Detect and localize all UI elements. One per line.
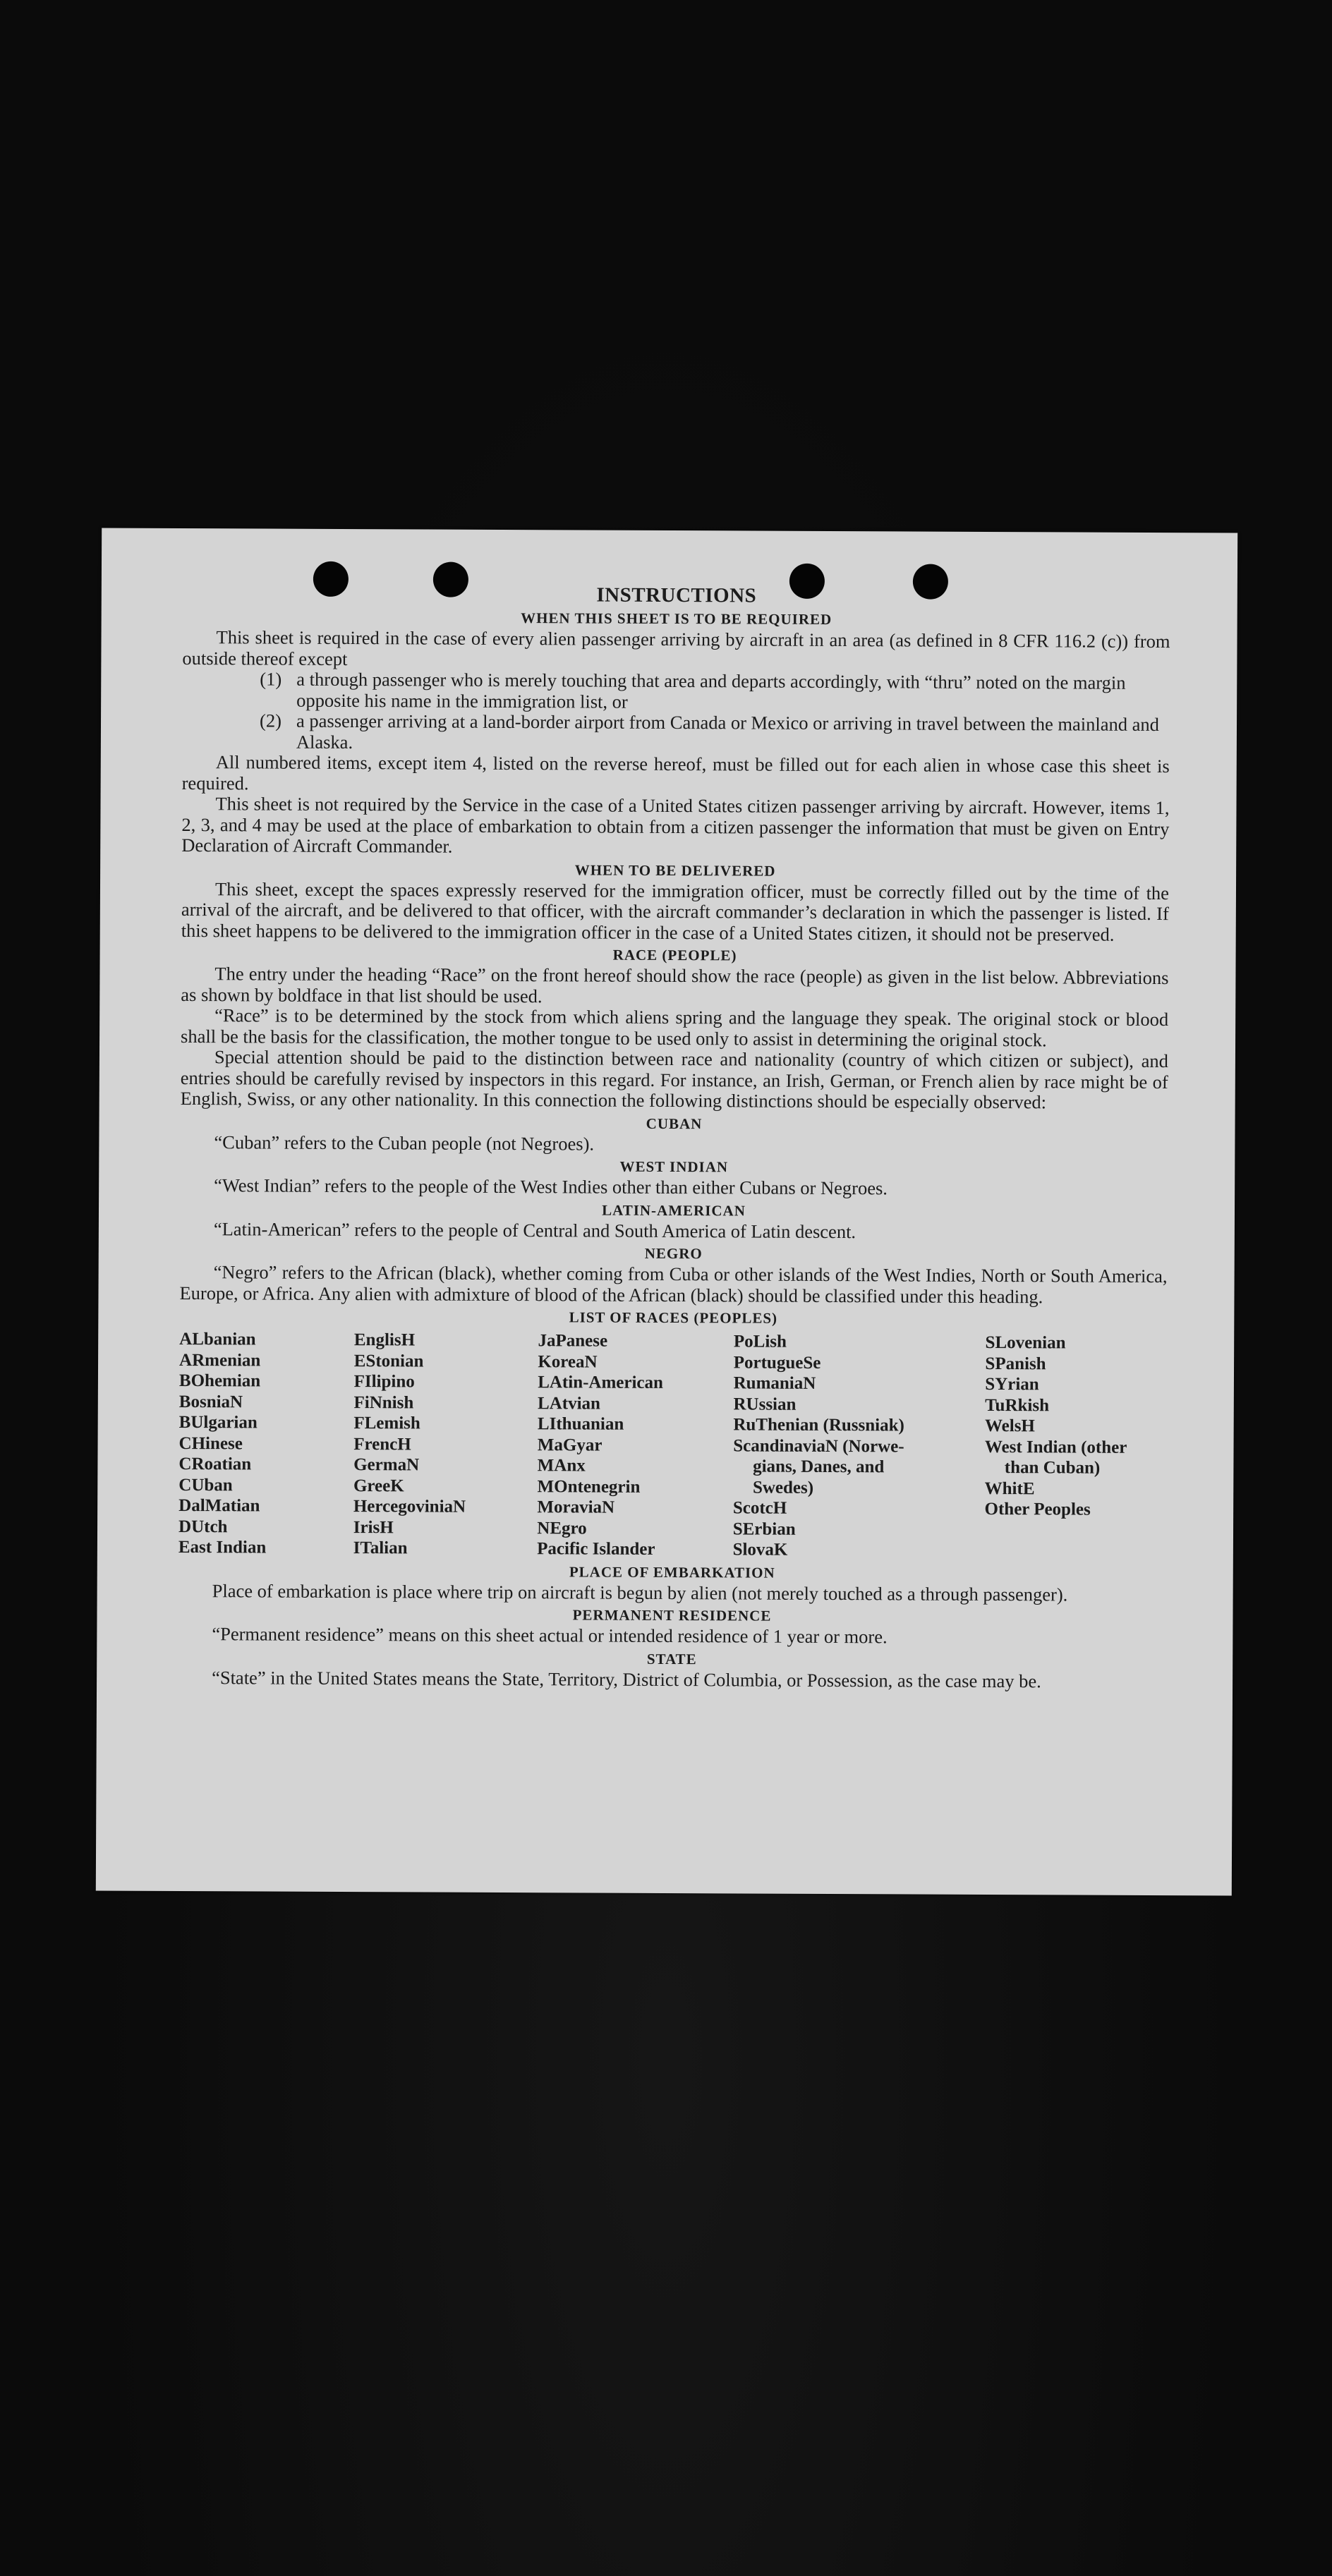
- paragraph: All numbered items, except item 4, listed on the reverse hereof, must be filled out for each alien in whose case this sheet is required.: [181, 751, 1170, 794]
- race-entry: PoLish: [733, 1332, 787, 1351]
- race-entry: MAnx: [537, 1456, 586, 1476]
- race-entry: GermaN: [353, 1455, 420, 1475]
- race-entry: RumaniaN: [733, 1373, 816, 1393]
- paragraph: “Permanent residence” means on this sheet actual or intended residence of 1 year or more.: [212, 1623, 888, 1648]
- race-entry: SPanish: [985, 1354, 1046, 1373]
- race-entry: LIthuanian: [537, 1414, 624, 1434]
- section-heading: RACE (PEOPLE): [612, 946, 737, 964]
- race-entry: DalMatian: [178, 1495, 260, 1516]
- race-entry: SYrian: [985, 1374, 1039, 1395]
- paragraph: “Latin-American” refers to the people of Central and South America of Latin descent.: [213, 1217, 856, 1242]
- race-entry: BUlgarian: [178, 1412, 258, 1433]
- race-entry: KoreaN: [538, 1351, 598, 1372]
- section-heading: PERMANENT RESIDENCE: [572, 1606, 772, 1624]
- races-list: [178, 1329, 1167, 1562]
- section-heading: NEGRO: [644, 1244, 703, 1263]
- race-entry: JaPanese: [538, 1331, 608, 1351]
- section-heading: LATIN-AMERICAN: [602, 1201, 746, 1219]
- race-entry: MoraviaN: [537, 1497, 615, 1517]
- races-column: [984, 1332, 1167, 1562]
- race-entry: GreeK: [353, 1476, 404, 1495]
- races-column: [537, 1330, 734, 1560]
- race-entry: SlovaK: [732, 1540, 788, 1560]
- race-entry: LAtin-American: [538, 1373, 664, 1392]
- list-item: [182, 669, 1170, 715]
- race-entry: PortugueSe: [733, 1352, 821, 1373]
- race-entry: Swedes): [752, 1478, 814, 1497]
- race-entry: ALbanian: [179, 1329, 256, 1349]
- race-entry: HercegoviniaN: [353, 1497, 466, 1517]
- item-text: a passenger arriving at a land-border airport from Canada or Mexico or arriving in travel between the mainland and Alaska.: [296, 710, 1160, 753]
- item-number: (2): [259, 710, 282, 731]
- race-entry: Other Peoples: [984, 1499, 1091, 1519]
- race-entry: RuThenian (Russniak): [733, 1415, 904, 1435]
- race-entry: FrencH: [353, 1434, 411, 1454]
- race-entry: West Indian (other: [984, 1437, 1127, 1457]
- section-heading: LIST OF RACES (PEOPLES): [569, 1308, 778, 1327]
- race-entry: Pacific Islander: [537, 1539, 655, 1559]
- races-column: [733, 1331, 986, 1561]
- races-column: [178, 1329, 354, 1559]
- section-heading: PLACE OF EMBARKATION: [569, 1562, 775, 1581]
- instruction-sheet: [96, 528, 1237, 1895]
- list-item: [182, 710, 1170, 756]
- page-title: INSTRUCTIONS: [596, 583, 757, 607]
- section-heading: CUBAN: [646, 1114, 703, 1132]
- paragraph: This sheet is not required by the Service in the case of a United States citizen passenger arriving by aircraft. However, items 1, 2, 3, and 4 may be used at the place of embarkation to obtain from a citizen passenger the information that must be given on Entry Declaration of Aircraft Commander.: [181, 793, 1170, 857]
- paragraph: “West Indian” refers to the people of the West Indies other than either Cubans or Negroes.: [214, 1174, 888, 1199]
- paragraph: This sheet, except the spaces expressly reserved for the immigration officer, must be correctly filled out by the time of the arrival of the aircraft, and be delivered to that officer, with the aircraft commander’s declaration in which the passenger is listed. If this sheet happens to be delivered to the immigration officer in the case of a United States citizen, it should not be preserved.: [181, 877, 1170, 945]
- paragraph: Place of embarkation is place where trip on aircraft is begun by alien (not merely touched as a through passenger).: [212, 1579, 1068, 1605]
- paragraph: Special attention should be paid to the distinction between race and nationality (country of which citizen or subject), and entries should be carefully revised by inspectors in this regard. For instance, an Irish, German, or French alien by race might be of English, Swiss, or any other nationality. In this connection the following distinctions should be especially observed:: [180, 1046, 1169, 1113]
- race-entry: East Indian: [178, 1537, 267, 1557]
- race-entry: FIlipino: [353, 1372, 415, 1392]
- race-entry: RUssian: [733, 1394, 797, 1414]
- race-entry: gians, Danes, and: [753, 1457, 885, 1477]
- race-entry: ARmenian: [179, 1350, 261, 1370]
- race-entry: than Cuban): [1004, 1458, 1101, 1478]
- race-entry: NEgro: [537, 1518, 587, 1538]
- race-entry: CHinese: [178, 1433, 243, 1453]
- race-entry: SLovenian: [985, 1332, 1066, 1353]
- race-entry: FLemish: [353, 1414, 420, 1433]
- race-entry: SErbian: [732, 1519, 796, 1539]
- race-entry: ITalian: [353, 1538, 408, 1558]
- races-column: [353, 1330, 538, 1560]
- paragraph: This sheet is required in the case of every alien passenger arriving by aircraft in an area (as defined in 8 CFR 116.2 (c)) from outside thereof except: [182, 626, 1170, 669]
- race-entry: DUtch: [178, 1517, 228, 1536]
- race-entry: WelsH: [985, 1416, 1035, 1436]
- race-entry: MaGyar: [537, 1435, 603, 1455]
- section-heading: STATE: [646, 1650, 697, 1667]
- race-entry: TuRkish: [985, 1395, 1050, 1415]
- race-entry: BOhemian: [178, 1371, 261, 1391]
- paragraph: “Negro” refers to the African (black), whether coming from Cuba or other islands of the West Indies, North or South America, Europe, or Africa. Any alien with admixture of blood of the African (black) should be classified under this heading.: [179, 1261, 1168, 1307]
- sheet-content: [178, 582, 1170, 1692]
- section-heading: WHEN THIS SHEET IS TO BE REQUIRED: [521, 609, 832, 628]
- section-heading: WEST INDIAN: [619, 1158, 729, 1176]
- paragraph: “Race” is to be determined by the stock from which aliens spring and the language they speak. The original stock or blood shall be the basis for the classification, the mother tongue to be used only to assist in determining the original stock.: [181, 1004, 1169, 1050]
- race-entry: WhitE: [984, 1478, 1035, 1498]
- item-number: (1): [260, 668, 282, 690]
- section-heading: WHEN TO BE DELIVERED: [574, 861, 776, 880]
- race-entry: IrisH: [353, 1517, 394, 1537]
- race-entry: ScandinaviaN (Norwe-: [733, 1435, 904, 1456]
- race-entry: EnglisH: [353, 1330, 416, 1350]
- race-entry: ScotcH: [732, 1498, 787, 1518]
- race-entry: CUban: [178, 1475, 233, 1495]
- race-entry: EStonian: [353, 1351, 424, 1371]
- paragraph: “Cuban” refers to the Cuban people (not Negroes).: [214, 1131, 595, 1155]
- race-entry: BosniaN: [178, 1392, 243, 1411]
- race-entry: LAtvian: [538, 1393, 601, 1414]
- race-entry: MOntenegrin: [537, 1476, 641, 1497]
- paragraph: The entry under the heading “Race” on the front hereof should show the race (people) as given in the list below. Abbreviations as shown by boldface in that list should be used.: [181, 963, 1169, 1007]
- race-entry: FiNnish: [353, 1392, 414, 1412]
- paragraph: “State” in the United States means the State, Territory, District of Columbia, or Possession, as the case may be.: [212, 1666, 1041, 1691]
- race-entry: CRoatian: [178, 1454, 252, 1474]
- item-text: a through passenger who is merely touching that area and departs accordingly, with “thru” noted on the margin opposite his name in the immigration list, or: [296, 668, 1126, 712]
